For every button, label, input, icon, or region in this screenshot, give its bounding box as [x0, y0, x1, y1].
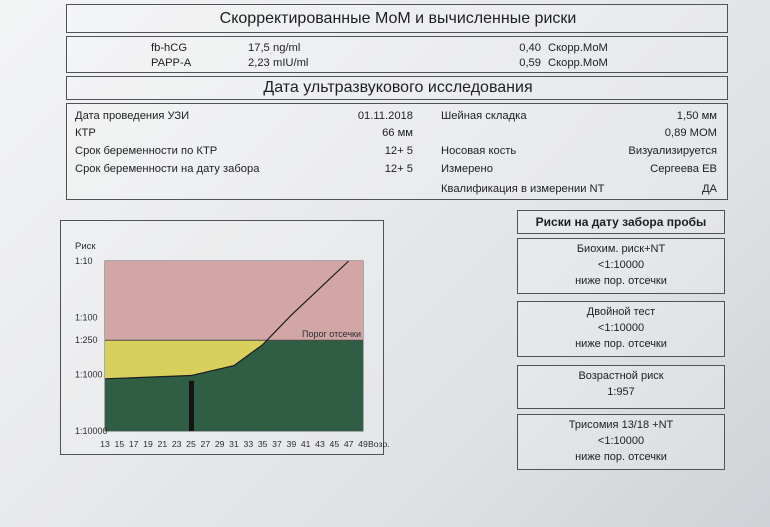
fbhcg-mom-label: Скорр.МоМ [548, 42, 608, 54]
y-tick-label-0: 1:10 [75, 256, 93, 266]
x-tick-label-12: 37 [272, 439, 282, 449]
nasal-bone-value: Визуализируется [628, 145, 717, 157]
y-tick-label-3: 1:1000 [75, 369, 103, 380]
ga-sample-label: Срок беременности на дату забора [75, 163, 260, 175]
x-tick-label-8: 29 [214, 439, 225, 449]
x-tick-label-18: 49 [358, 439, 368, 449]
risk-card-trisomy-value: <1:10000 [597, 435, 645, 447]
ultrasound-details-box [66, 103, 728, 200]
y-tick-label-4: 1:10000 [75, 426, 108, 436]
fbhcg-name: fb-hCG [151, 42, 188, 54]
ktr-label: КТР [75, 127, 96, 139]
pappa-mom-label: Скорр.МоМ [548, 57, 608, 69]
nt-value: 1,50 мм [676, 110, 717, 122]
y-tick-label-1: 1:100 [75, 312, 98, 323]
ga-ktr-label: Срок беременности по КТР [75, 145, 218, 157]
y-tick-label-2: 1:250 [75, 335, 98, 346]
ga-sample-value: 12+ 5 [384, 163, 413, 175]
x-tick-label-11: 35 [257, 439, 268, 449]
scan-date-value: 01.11.2018 [357, 110, 413, 122]
risks-header-box [517, 210, 725, 234]
x-tick-label-9: 31 [229, 439, 239, 449]
risk-card-trisomy [517, 414, 725, 470]
x-tick-label-17: 47 [343, 439, 354, 449]
x-tick-label-16: 45 [329, 439, 340, 449]
patient-age-marker [189, 381, 194, 431]
corrected-mom-title: Скорректированные МоМ и вычисленные риски [219, 10, 577, 27]
pappa-mom: 0,59 [519, 57, 541, 69]
risk-card-age-value: 1:957 [607, 386, 635, 398]
ga-ktr-value: 12+ 5 [384, 145, 413, 157]
risk-card-biochem-note: ниже пор. отсечки [575, 275, 667, 287]
measured-by-label: Измерено [441, 163, 493, 175]
x-tick-label-15: 43 [315, 439, 325, 449]
y-axis-label: Риск [75, 241, 96, 252]
x-tick-label-0: 13 [100, 439, 110, 449]
risk-card-double-title: Двойной тест [586, 306, 656, 318]
x-tick-label-13: 39 [286, 439, 297, 449]
risks-header: Риски на дату забора пробы [535, 215, 707, 229]
risk-card-trisomy-title: Трисомия 13/18 +NT [568, 419, 674, 431]
x-tick-label-2: 17 [128, 439, 139, 449]
risk-card-biochem-value: <1:10000 [597, 259, 645, 271]
scan-date-label: Дата проведения УЗИ [75, 110, 190, 122]
risk-card-double-test [517, 301, 725, 357]
x-tick-label-5: 23 [171, 439, 182, 449]
nasal-bone-label: Носовая кость [441, 145, 517, 157]
nt-qualification-label: Квалификация в измерении NT [441, 183, 605, 195]
x-tick-label-7: 27 [200, 439, 211, 449]
risk-card-double-value: <1:10000 [597, 322, 645, 334]
corrected-mom-values-box [66, 36, 728, 73]
risk-card-trisomy-note: ниже пор. отсечки [575, 451, 667, 463]
fbhcg-unit: ng/ml [273, 42, 301, 54]
x-tick-label-6: 25 [186, 439, 196, 449]
ultrasound-header-box [66, 76, 728, 100]
x-tick-label-10: 33 [243, 439, 254, 449]
x-tick-label-1: 15 [114, 439, 125, 449]
x-tick-label-3: 19 [143, 439, 153, 449]
cutoff-label: Порог отсечки [302, 329, 361, 340]
pappa-name: PAPP-A [151, 57, 192, 69]
risk-card-biochem [517, 238, 725, 294]
measured-by-value: Сергеева ЕВ [650, 163, 717, 175]
risk-chart-box [60, 220, 390, 455]
x-axis-label: Возр. [368, 439, 390, 449]
x-tick-label-4: 21 [157, 439, 168, 449]
fbhcg-value: 17,5 [248, 42, 270, 54]
pappa-value: 2,23 [248, 57, 270, 69]
nt-qualification-value: ДА [701, 183, 717, 195]
risk-chart-svg [61, 221, 390, 456]
nt-mom-value: 0,89 МОМ [664, 127, 717, 139]
risk-card-biochem-title: Биохим. риск+NT [576, 243, 666, 255]
fbhcg-mom: 0,40 [519, 42, 541, 54]
pappa-unit: mIU/ml [273, 57, 309, 69]
ktr-value: 66 мм [382, 127, 413, 139]
ultrasound-title: Дата ультразвукового исследования [263, 79, 533, 96]
risk-card-double-note: ниже пор. отсечки [575, 338, 667, 350]
nt-label: Шейная складка [441, 110, 527, 122]
risk-card-age [517, 365, 725, 409]
corrected-mom-header-box [66, 4, 728, 33]
x-tick-label-14: 41 [300, 439, 311, 449]
risk-card-age-title: Возрастной риск [578, 370, 664, 382]
